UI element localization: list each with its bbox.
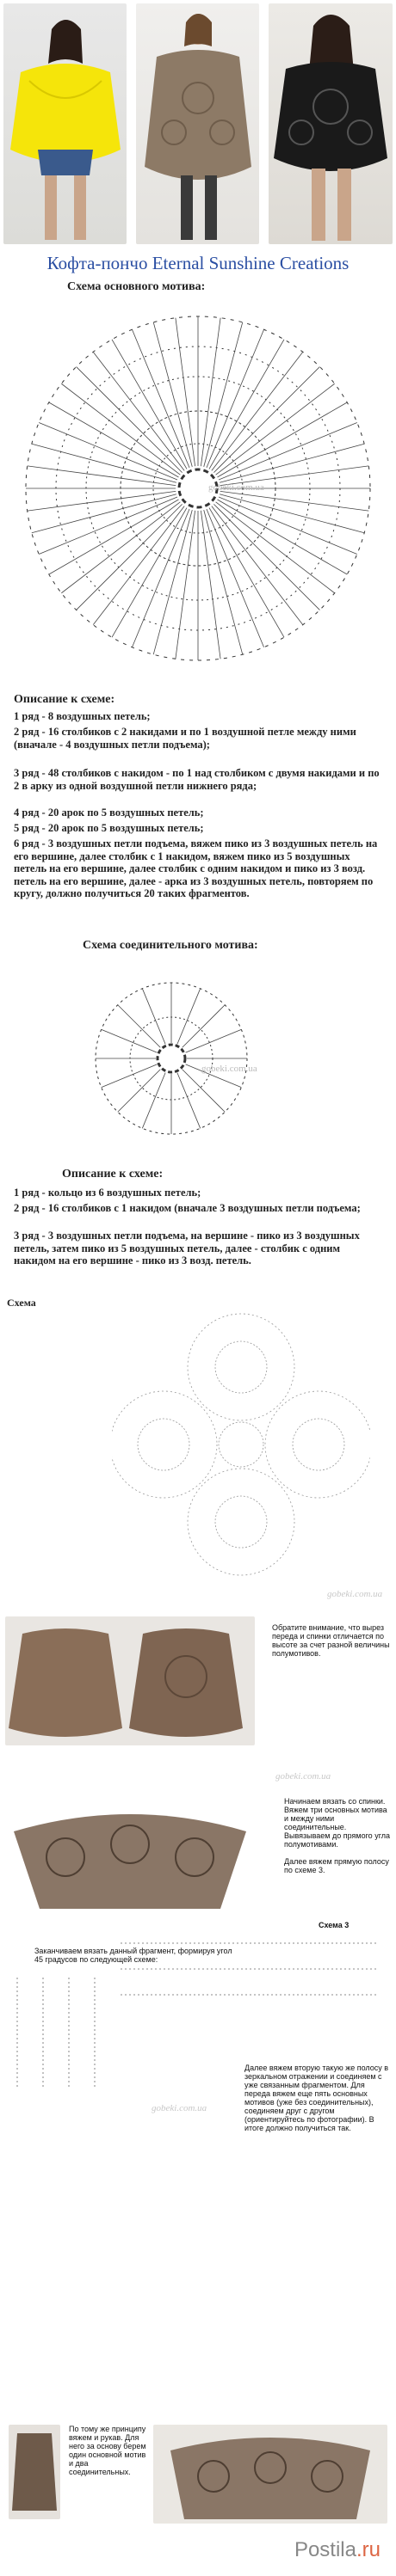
diagram-spoke xyxy=(183,1005,225,1047)
diagram-spoke xyxy=(212,352,303,470)
photos-watermark: gobeki.com.ua xyxy=(275,1771,331,1782)
diagram-spoke xyxy=(220,491,369,511)
diagram-spoke xyxy=(213,504,319,610)
main-motif-row-6: 6 ряд - 3 воздушных петли подъема, вяжем пико из 3 воздушных петель на его вершине, далее столбик с 1 накидом, вяжем пико из 5 воздушных петель на его вершине, далее столбик с одним накидом и пико из 3 возд. петель на его вершине, далее - арка из 3 воздушных петель, повторяем по кругу, должно получиться 20 таких фрагментов. xyxy=(14,837,378,899)
diagram-spoke xyxy=(176,318,195,467)
fragment-note-bottom: Далее вяжем прямую полосу по схеме 3. xyxy=(284,1857,389,1874)
diagram-spoke xyxy=(93,506,184,625)
diagram-spoke xyxy=(176,511,195,659)
diagram-spoke xyxy=(183,1070,225,1112)
main-motif-watermark: gobeki.com.ua xyxy=(208,482,264,493)
diagram-spoke xyxy=(142,989,165,1045)
connect-motif-desc-header: Описание к схеме: xyxy=(62,1168,164,1181)
diagram-spoke xyxy=(118,1005,160,1047)
scheme3-diagram xyxy=(112,1926,387,2029)
connect-motif-row-3: 3 ряд - 3 воздушных петли подъема, на вершине - пико из 3 воздушных петель, затем пико из 5 воздушных петель, далее - столбик с одним накидом на его вершине - пико из 3 возд. петель. xyxy=(14,1230,360,1267)
connect-motif-header: Схема соединительного мотива: xyxy=(83,939,258,952)
logo-text: Postila xyxy=(294,2538,356,2561)
angle-diagram xyxy=(9,1969,112,2098)
fragment-note-second: Далее вяжем вторую такую же полосу в зеркальном отражении и соединяем с уже связанным фрагментом. Для переда вяжем еще пять основных мотивов (уже без соединительных), соединяем друг с другом (ориентируйтесь по фотографии). В итоге должно получиться так. xyxy=(244,2064,389,2132)
fragment-diagram xyxy=(5,1797,255,1917)
diagram-spoke xyxy=(102,1029,158,1052)
fragment-scheme3-label: Схема 3 xyxy=(319,1921,350,1929)
bottom-note: По тому же принципу вяжем и рукав. Для него за основу берем один основной мотив и два соединительных. xyxy=(69,2425,146,2476)
diagram-spoke xyxy=(216,502,335,593)
photo-yellow-poncho xyxy=(3,3,127,244)
main-motif-diagram xyxy=(9,299,387,678)
diagram-spoke xyxy=(177,989,201,1045)
diagram-spoke xyxy=(186,1029,242,1052)
connect-motif-watermark: gobeki.com.ua xyxy=(201,1064,257,1074)
diagram-spoke xyxy=(77,367,183,473)
photo-brown-poncho xyxy=(136,3,259,244)
main-motif-row-3: 3 ряд - 48 столбиков с накидом - по 1 над столбиком с двумя накидами и по 2 в арку из одной воздушной петли нижнего ряда; xyxy=(14,767,380,792)
diagram-spoke xyxy=(28,466,176,486)
diagram-spoke xyxy=(77,504,183,610)
diagram-spoke xyxy=(93,352,184,470)
postila-logo[interactable] xyxy=(294,2538,381,2562)
main-motif-desc-header: Описание к схеме: xyxy=(14,693,115,706)
connect-motif-diagram xyxy=(72,960,270,1157)
scheme-diagram xyxy=(112,1307,370,1591)
scheme-label: Схема xyxy=(7,1297,36,1309)
main-motif-row-1: 1 ряд - 8 воздушных петель; xyxy=(14,710,151,722)
main-motif-row-5: 5 ряд - 20 арок по 5 воздушных петель; xyxy=(14,822,204,834)
connect-motif-row-1: 1 ряд - кольцо из 6 воздушных петель; xyxy=(14,1187,201,1199)
diagram-spoke xyxy=(213,367,319,473)
diagram-spoke xyxy=(118,1070,160,1112)
diagram-spoke xyxy=(201,511,220,659)
footer xyxy=(0,2528,396,2576)
diagram-spoke xyxy=(61,502,180,593)
main-motif-row-4: 4 ряд - 20 арок по 5 воздушных петель; xyxy=(14,807,204,819)
diagram-spoke xyxy=(142,1073,165,1129)
diagram-spoke xyxy=(177,1073,201,1129)
photo-black-poncho xyxy=(269,3,393,244)
fragment-note-finish: Заканчиваем вязать данный фрагмент, формируя угол 45 градусов по следующей схеме: xyxy=(34,1947,232,1964)
diagram-spoke xyxy=(28,491,176,511)
photos-note: Обратите внимание, что вырез переда и спинки отличается по высоте за счет разной величины полумотивов. xyxy=(272,1623,390,1658)
connect-motif-row-2: 2 ряд - 16 столбиков с 1 накидом (вначале 3 воздушных петли подъема; xyxy=(14,1202,361,1214)
photo-finished-fragment xyxy=(153,2425,387,2524)
logo-suffix: .ru xyxy=(356,2538,381,2561)
fragment-note-start: Начинаем вязать со спинки. Вяжем три основных мотива и между ними соединительные. Вывязываем до прямого угла полумотивами. xyxy=(284,1797,391,1849)
page-title: Кофта-пончо Eternal Sunshine Creations xyxy=(46,253,350,273)
scheme-watermark: gobeki.com.ua xyxy=(327,1589,383,1599)
main-motif-row-2: 2 ряд - 16 столбиков с 2 накидами и по 1 воздушной петле между ними (вначале - 4 воздушных петли подъема); xyxy=(14,726,356,751)
main-motif-header: Схема основного мотива: xyxy=(67,280,206,293)
diagram-spoke xyxy=(61,383,180,475)
diagram-spoke xyxy=(102,1064,158,1088)
photo-front-back xyxy=(5,1616,255,1745)
photo-sleeve xyxy=(9,2425,60,2519)
diagram-spoke xyxy=(212,506,303,625)
fragment-watermark: gobeki.com.ua xyxy=(152,2103,207,2113)
diagram-spoke xyxy=(201,318,220,467)
diagram-spoke xyxy=(216,383,335,475)
